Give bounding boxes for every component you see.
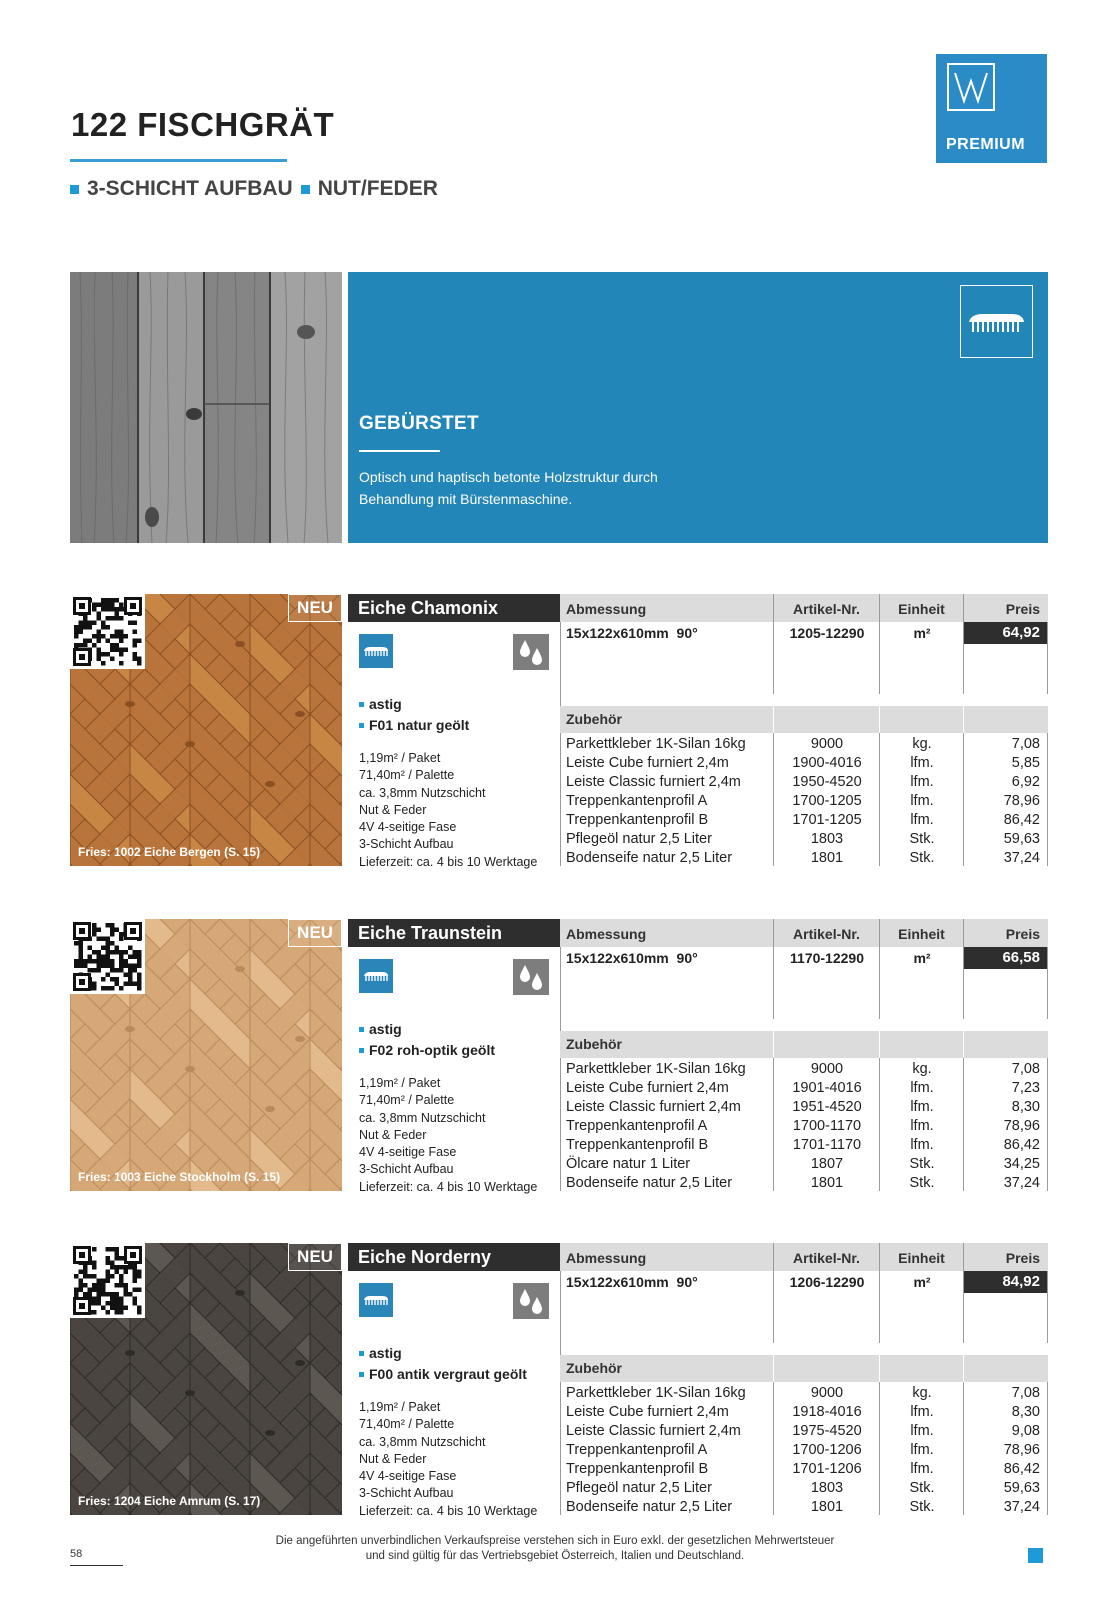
price-disclaimer: [240, 1534, 870, 1564]
accessory-unit: Stk.: [909, 850, 935, 866]
product-specs: [359, 1075, 537, 1196]
accessory-unit: kg.: [912, 1061, 932, 1077]
page-title: 122 FISCHGRÄT: [71, 106, 335, 143]
accessory-price: 78,96: [1003, 793, 1040, 809]
accessory-article-number: 1950-4520: [792, 774, 862, 790]
accessory-article-number: 1700-1206: [792, 1442, 862, 1458]
accessory-price: 9,08: [1011, 1423, 1040, 1439]
accessory-article-number: 9000: [810, 1385, 844, 1401]
product-dimension: 15x122x610mm 90°: [566, 950, 698, 966]
col-header-preis: Preis: [964, 919, 1048, 947]
accessories-header-cell: [964, 1031, 1048, 1058]
product-unit: m²: [913, 1274, 931, 1290]
product-article-number: 1170-12290: [790, 950, 864, 966]
accessories-header-cell: [880, 1355, 963, 1382]
accessory-price: 37,24: [1003, 1499, 1040, 1515]
accessory-unit: lfm.: [910, 793, 934, 809]
bullet-square: [359, 1027, 364, 1032]
product-tags: [359, 1343, 527, 1385]
accessory-unit: lfm.: [910, 1461, 934, 1477]
column-divider: [560, 947, 561, 1191]
accessory-unit: kg.: [912, 1385, 932, 1401]
accessories-header-cell: [964, 706, 1048, 733]
spec-line: Nut & Feder: [359, 1127, 427, 1142]
accessory-price: 78,96: [1003, 1118, 1040, 1134]
column-divider: [773, 919, 774, 1019]
col-header-abmessung: Abmessung: [560, 919, 773, 947]
tag-text: astig: [369, 1021, 402, 1037]
fries-reference: Fries: 1002 Eiche Bergen (S. 15): [78, 845, 261, 859]
accessory-name: Leiste Cube furniert 2,4m: [566, 755, 729, 771]
col-header-einheit: Einheit: [880, 919, 963, 947]
accessory-article-number: 1803: [810, 1480, 844, 1496]
accessory-price: 86,42: [1003, 1137, 1040, 1153]
accessory-name: Leiste Classic furniert 2,4m: [566, 1423, 741, 1439]
tag-text: F00 antik vergraut geölt: [369, 1366, 527, 1382]
accessories-header-cell: [964, 1355, 1048, 1382]
accessory-article-number: 1901-4016: [792, 1080, 862, 1096]
accessory-unit: lfm.: [910, 1099, 934, 1115]
tag-text: F02 roh-optik geölt: [369, 1042, 495, 1058]
accessory-article-number: 1700-1170: [792, 1118, 862, 1134]
spec-line: Lieferzeit: ca. 4 bis 10 Werktage: [359, 854, 538, 869]
accessory-name: Leiste Cube furniert 2,4m: [566, 1080, 729, 1096]
col-header-preis: Preis: [964, 1243, 1048, 1271]
product-dimension: 15x122x610mm 90°: [566, 625, 698, 641]
spec-line: 1,19m² / Paket: [359, 751, 441, 765]
accessory-name: Leiste Classic furniert 2,4m: [566, 1099, 741, 1115]
brush-icon: [359, 959, 393, 993]
accessory-name: Parkettkleber 1K-Silan 16kg: [566, 1385, 746, 1401]
brush-icon: [960, 285, 1033, 358]
column-divider: [963, 919, 964, 1019]
accessory-name: Bodenseife natur 2,5 Liter: [566, 1175, 733, 1191]
spec-line: Lieferzeit: ca. 4 bis 10 Werktage: [359, 1503, 538, 1518]
disclaimer-line: und sind gültig für das Vertriebsgebiet Österreich, Italien und Deutschland.: [365, 1550, 745, 1562]
accessory-article-number: 1700-1205: [792, 793, 862, 809]
accessory-price: 8,30: [1011, 1404, 1040, 1420]
bullet-square: [359, 1351, 364, 1356]
page-subtitle: [70, 177, 438, 201]
brand-logo-icon: [947, 63, 995, 111]
product-tags: [359, 694, 469, 736]
bullet-square: [359, 702, 364, 707]
col-header-artikel: Artikel-Nr.: [774, 594, 879, 622]
accessory-price: 7,08: [1011, 736, 1040, 752]
oil-drops-icon: [513, 1283, 549, 1319]
accessory-name: Leiste Cube furniert 2,4m: [566, 1404, 729, 1420]
accessory-price: 86,42: [1003, 1461, 1040, 1477]
spec-line: 3-Schicht Aufbau: [359, 1162, 454, 1177]
product-tags: [359, 1019, 495, 1061]
tag-item: [359, 1040, 495, 1061]
accessory-article-number: 1701-1206: [792, 1461, 862, 1477]
accessory-name: Pflegeöl natur 2,5 Liter: [566, 831, 712, 847]
heading-rule: [359, 450, 440, 452]
finish-heading: GEBÜRSTET: [359, 413, 479, 434]
accessory-name: Treppenkantenprofil A: [566, 1118, 708, 1134]
column-divider: [1047, 622, 1048, 694]
accessory-price: 34,25: [1003, 1156, 1040, 1172]
qr-code[interactable]: [70, 1243, 145, 1318]
product-article-number: 1205-12290: [789, 625, 865, 641]
product-name: Eiche Chamonix: [348, 594, 560, 622]
product-wood-image: [70, 594, 342, 866]
product-price: 66,58: [964, 947, 1048, 969]
col-header-abmessung: Abmessung: [560, 1243, 773, 1271]
accessory-article-number: 9000: [810, 1061, 844, 1077]
subtitle-joint: NUT/FEDER: [317, 177, 438, 200]
accessory-price: 59,63: [1003, 1480, 1040, 1496]
accessories-header-cell: [774, 706, 879, 733]
spec-line: ca. 3,8mm Nutzschicht: [359, 785, 486, 800]
product-price: 84,92: [964, 1271, 1048, 1293]
accessory-price: 37,24: [1003, 1175, 1040, 1191]
product-price: 64,92: [964, 622, 1048, 644]
column-divider: [879, 594, 880, 694]
column-divider: [879, 919, 880, 1019]
accessory-unit: Stk.: [909, 831, 935, 847]
bullet-square: [359, 1372, 364, 1377]
accessory-article-number: 9000: [810, 736, 844, 752]
new-badge: NEU: [288, 594, 342, 622]
bullet-square: [301, 185, 310, 194]
accessory-unit: lfm.: [910, 1442, 934, 1458]
tag-text: astig: [369, 1345, 402, 1361]
accessory-name: Bodenseife natur 2,5 Liter: [566, 1499, 733, 1515]
oil-drops-icon: [513, 959, 549, 995]
spec-line: 3-Schicht Aufbau: [359, 1486, 454, 1501]
page-number-rule: [70, 1565, 123, 1566]
product-wood-image: [70, 919, 342, 1191]
spec-line: Nut & Feder: [359, 802, 427, 817]
spec-line: 71,40m² / Palette: [359, 1417, 455, 1432]
accessory-unit: lfm.: [910, 1137, 934, 1153]
product-name: Eiche Traunstein: [348, 919, 560, 947]
accessory-unit: lfm.: [910, 1404, 934, 1420]
accessory-unit: Stk.: [909, 1499, 935, 1515]
accessory-article-number: 1701-1205: [792, 812, 862, 828]
col-header-einheit: Einheit: [880, 1243, 963, 1271]
accessory-price: 6,92: [1011, 774, 1040, 790]
accessory-price: 59,63: [1003, 831, 1040, 847]
accessory-name: Bodenseife natur 2,5 Liter: [566, 850, 733, 866]
product-specs: [359, 750, 537, 871]
accessory-unit: lfm.: [910, 1118, 934, 1134]
accessory-name: Treppenkantenprofil A: [566, 793, 708, 809]
finish-description-line: Optisch und haptisch betonte Holzstruktur durch: [359, 469, 658, 485]
page-number: 58: [70, 1548, 83, 1560]
product-dimension: 15x122x610mm 90°: [566, 1274, 698, 1290]
bullet-square: [70, 185, 79, 194]
accessory-unit: Stk.: [909, 1480, 935, 1496]
bullet-square: [359, 723, 364, 728]
product-name: Eiche Norderny: [348, 1243, 560, 1271]
accessory-unit: lfm.: [910, 774, 934, 790]
accessories-header-cell: [880, 706, 963, 733]
accessory-price: 8,30: [1011, 1099, 1040, 1115]
accessories-header: Zubehör: [560, 1355, 773, 1382]
oil-drops-icon: [513, 634, 549, 670]
accessories-header-cell: [880, 1031, 963, 1058]
accessory-article-number: 1803: [810, 831, 844, 847]
accessory-unit: lfm.: [910, 812, 934, 828]
accessory-article-number: 1900-4016: [792, 755, 862, 771]
brushed-wood-texture-image: [70, 272, 342, 543]
column-divider: [773, 594, 774, 694]
tag-text: astig: [369, 696, 402, 712]
fries-reference: Fries: 1204 Eiche Amrum (S. 17): [78, 1494, 261, 1508]
accessory-name: Treppenkantenprofil B: [566, 1461, 709, 1477]
spec-line: Nut & Feder: [359, 1451, 427, 1466]
column-divider: [963, 1243, 964, 1343]
accessory-name: Treppenkantenprofil B: [566, 812, 709, 828]
spec-line: 4V 4-seitige Fase: [359, 1145, 457, 1160]
accessories-header: Zubehör: [560, 706, 773, 733]
fries-reference: Fries: 1003 Eiche Stockholm (S. 15): [78, 1170, 281, 1184]
product-block: [70, 919, 1048, 1194]
accessory-name: Leiste Classic furniert 2,4m: [566, 774, 741, 790]
accessory-article-number: 1951-4520: [792, 1099, 862, 1115]
product-block: [70, 1243, 1048, 1518]
accessory-price: 7,08: [1011, 1385, 1040, 1401]
accessory-price: 37,24: [1003, 850, 1040, 866]
col-header-abmessung: Abmessung: [560, 594, 773, 622]
spec-line: 1,19m² / Paket: [359, 1400, 441, 1414]
accessory-unit: lfm.: [910, 1423, 934, 1439]
spec-line: 71,40m² / Palette: [359, 768, 455, 783]
brand-badge: [936, 54, 1047, 163]
qr-code[interactable]: [70, 919, 145, 994]
accessory-article-number: 1801: [810, 1499, 844, 1515]
disclaimer-line: Die angeführten unverbindlichen Verkaufspreise verstehen sich in Euro exkl. der gesetzlichen Mehrwertsteuer: [275, 1535, 835, 1547]
new-badge: NEU: [288, 1243, 342, 1271]
accessory-price: 7,23: [1011, 1080, 1040, 1096]
accessory-name: Parkettkleber 1K-Silan 16kg: [566, 1061, 746, 1077]
accessory-unit: Stk.: [909, 1156, 935, 1172]
new-badge: NEU: [288, 919, 342, 947]
accessory-price: 86,42: [1003, 812, 1040, 828]
product-wood-image: [70, 1243, 342, 1515]
tag-item: [359, 715, 469, 736]
qr-code[interactable]: [70, 594, 145, 669]
column-divider: [560, 622, 561, 866]
finish-description: [359, 466, 759, 510]
product-specs: [359, 1399, 537, 1520]
subtitle-construction: 3-SCHICHT AUFBAU: [87, 177, 293, 200]
accessory-name: Ölcare natur 1 Liter: [566, 1156, 691, 1172]
accessory-unit: lfm.: [910, 755, 934, 771]
accessory-article-number: 1918-4016: [792, 1404, 862, 1420]
accessory-unit: lfm.: [910, 1080, 934, 1096]
title-underline: [70, 159, 287, 162]
col-header-einheit: Einheit: [880, 594, 963, 622]
spec-line: 3-Schicht Aufbau: [359, 837, 454, 852]
tag-item: [359, 1019, 495, 1040]
footer-accent-square: [1028, 1548, 1043, 1563]
column-divider: [879, 1243, 880, 1343]
spec-line: 4V 4-seitige Fase: [359, 1469, 457, 1484]
accessory-name: Pflegeöl natur 2,5 Liter: [566, 1480, 712, 1496]
spec-line: 1,19m² / Paket: [359, 1076, 441, 1090]
accessory-price: 78,96: [1003, 1442, 1040, 1458]
accessory-article-number: 1975-4520: [792, 1423, 862, 1439]
tag-item: [359, 1343, 527, 1364]
col-header-preis: Preis: [964, 594, 1048, 622]
accessory-name: Parkettkleber 1K-Silan 16kg: [566, 736, 746, 752]
spec-line: Lieferzeit: ca. 4 bis 10 Werktage: [359, 1179, 538, 1194]
accessory-article-number: 1807: [810, 1156, 844, 1172]
product-article-number: 1206-12290: [789, 1274, 865, 1290]
tag-item: [359, 694, 469, 715]
brush-icon: [359, 634, 393, 668]
product-unit: m²: [913, 950, 931, 966]
finish-description-panel: [348, 272, 1048, 543]
spec-line: 71,40m² / Palette: [359, 1093, 455, 1108]
spec-line: ca. 3,8mm Nutzschicht: [359, 1110, 486, 1125]
spec-line: ca. 3,8mm Nutzschicht: [359, 1434, 486, 1449]
accessories-header: Zubehör: [560, 1031, 773, 1058]
column-divider: [773, 1243, 774, 1343]
accessory-price: 7,08: [1011, 1061, 1040, 1077]
spec-line: 4V 4-seitige Fase: [359, 820, 457, 835]
accessory-article-number: 1801: [810, 1175, 844, 1191]
accessories-header-cell: [774, 1031, 879, 1058]
accessory-name: Treppenkantenprofil A: [566, 1442, 708, 1458]
brush-icon: [359, 1283, 393, 1317]
column-divider: [1047, 1271, 1048, 1343]
col-header-artikel: Artikel-Nr.: [774, 919, 879, 947]
accessory-name: Treppenkantenprofil B: [566, 1137, 709, 1153]
col-header-artikel: Artikel-Nr.: [774, 1243, 879, 1271]
column-divider: [963, 594, 964, 694]
column-divider: [560, 1271, 561, 1515]
bullet-square: [359, 1048, 364, 1053]
brand-label: PREMIUM: [946, 136, 1026, 153]
accessories-header-cell: [774, 1355, 879, 1382]
accessory-unit: kg.: [912, 736, 932, 752]
tag-item: [359, 1364, 527, 1385]
accessory-price: 5,85: [1011, 755, 1040, 771]
product-unit: m²: [913, 625, 931, 641]
column-divider: [1047, 947, 1048, 1019]
product-block: [70, 594, 1048, 869]
finish-description-line: Behandlung mit Bürstenmaschine.: [359, 491, 573, 507]
tag-text: F01 natur geölt: [369, 717, 470, 733]
accessory-article-number: 1701-1170: [792, 1137, 862, 1153]
accessory-unit: Stk.: [909, 1175, 935, 1191]
accessory-article-number: 1801: [810, 850, 844, 866]
